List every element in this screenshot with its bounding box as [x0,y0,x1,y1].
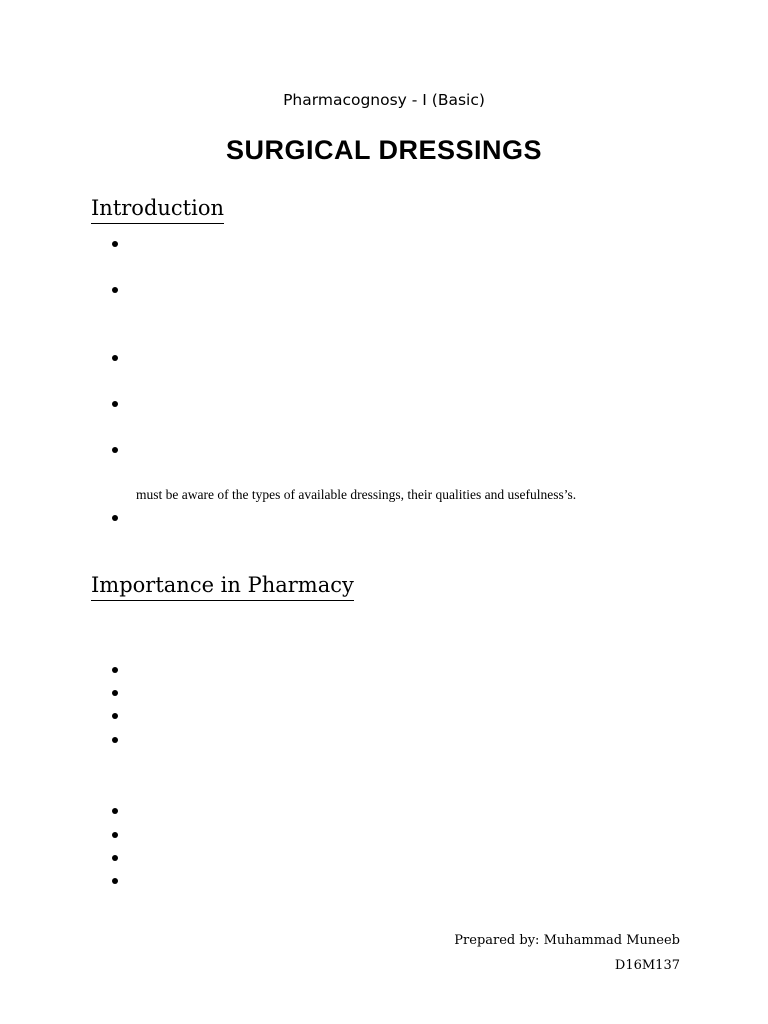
document-subtitle: Pharmacognosy - I (Basic) [283,91,485,109]
bullet-marker [112,808,118,814]
introduction-text-fragment: must be aware of the types of available dressings, their qualities and usefulness’s. [136,487,577,502]
bullet-marker [112,287,118,293]
importance-heading: Importance in Pharmacy [91,573,354,601]
prepared-by-credit: Prepared by: Muhammad Muneeb [454,933,680,948]
bullet-marker [112,690,118,696]
bullet-marker [112,667,118,673]
bullet-marker [112,737,118,743]
bullet-marker [112,515,118,521]
bullet-marker [112,855,118,861]
introduction-heading: Introduction [91,196,224,224]
bullet-marker [112,401,118,407]
bullet-marker [112,832,118,838]
bullet-marker [112,447,118,453]
bullet-marker [112,241,118,247]
bullet-marker [112,878,118,884]
bullet-marker [112,713,118,719]
bullet-marker [112,355,118,361]
document-title: SURGICAL DRESSINGS [225,135,543,165]
author-code: D16M137 [614,958,680,973]
